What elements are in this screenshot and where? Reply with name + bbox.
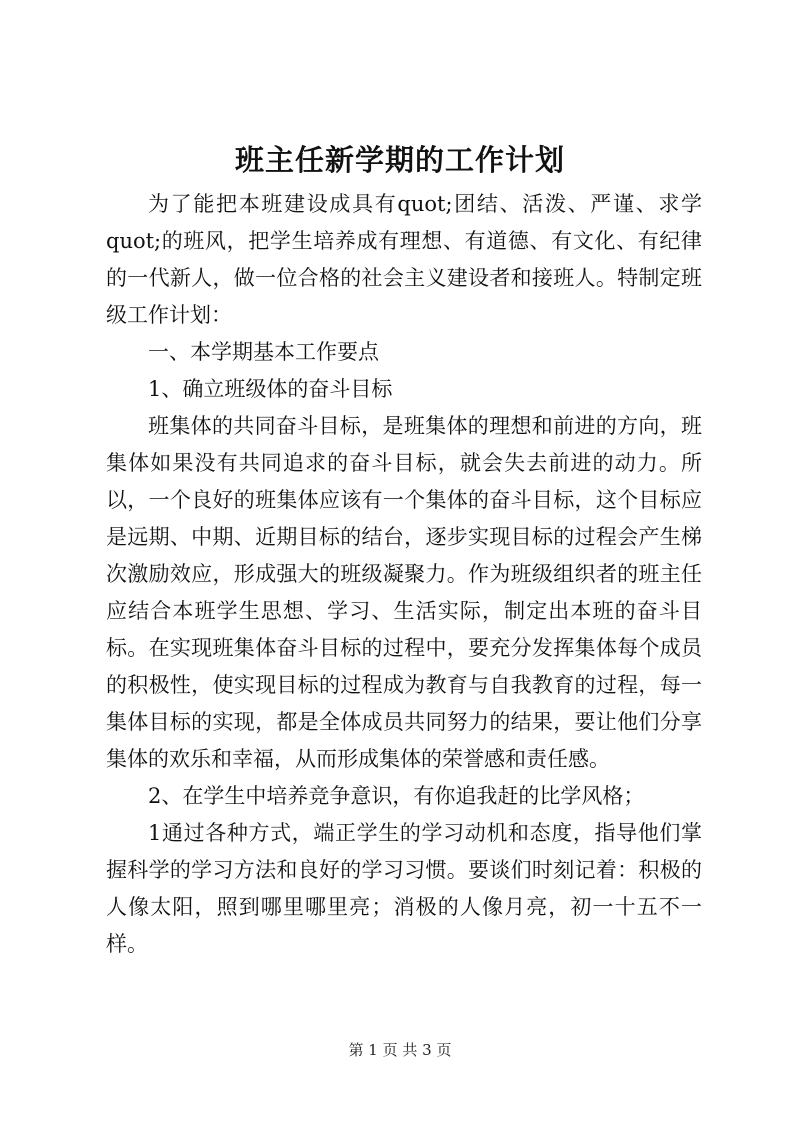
document-body [106,186,702,963]
subsection-heading-1: 1、确立班级体的奋斗目标 [148,377,393,401]
section-heading: 一、本学期基本工作要点 [148,340,379,364]
intro-paragraph: 为了能把本班建设成具有quot;团结、活泼、严谨、求学quot;的班风，把学生培养成有理想、有道德、有文化、有纪律的一代新人，做一位合格的社会主义建设者和接班人。特制定班级工作计划： [106,192,702,327]
subsection-heading-2: 2、在学生中培养竞争意识，有你追我赶的比学风格； [148,784,645,808]
goal-paragraph: 班集体的共同奋斗目标，是班集体的理想和前进的方向，班集体如果没有共同追求的奋斗目标，就会失去前进的动力。所以，一个良好的班集体应该有一个集体的奋斗目标，这个目标应是远期、中期、近期目标的结台，逐步实现目标的过程会产生梯次激励效应，形成强大的班级凝聚力。作为班级组织者的班主任应结合本班学生思想、学习、生活实际，制定出本班的奋斗目标。在实现班集体奋斗目标的过程中，要充分发挥集体每个成员的积极性，使实现目标的过程成为教育与自我教育的过程，每一集体目标的实现，都是全体成员共同努力的结果，要让他们分享集体的欢乐和幸福，从而形成集体的荣誉感和责任感。 [106,414,702,771]
method-paragraph: 1通过各种方式，端正学生的学习动机和态度，指导他们掌握科学的学习方法和良好的学习习惯。要谈们时刻记着：积极的人像太阳，照到哪里哪里亮；消极的人像月亮，初一十五不一样。 [106,821,702,956]
page-number-footer: 第 1 页 共 3 页 [348,1041,452,1059]
document-title: 班主任新学期的工作计划 [234,143,565,177]
